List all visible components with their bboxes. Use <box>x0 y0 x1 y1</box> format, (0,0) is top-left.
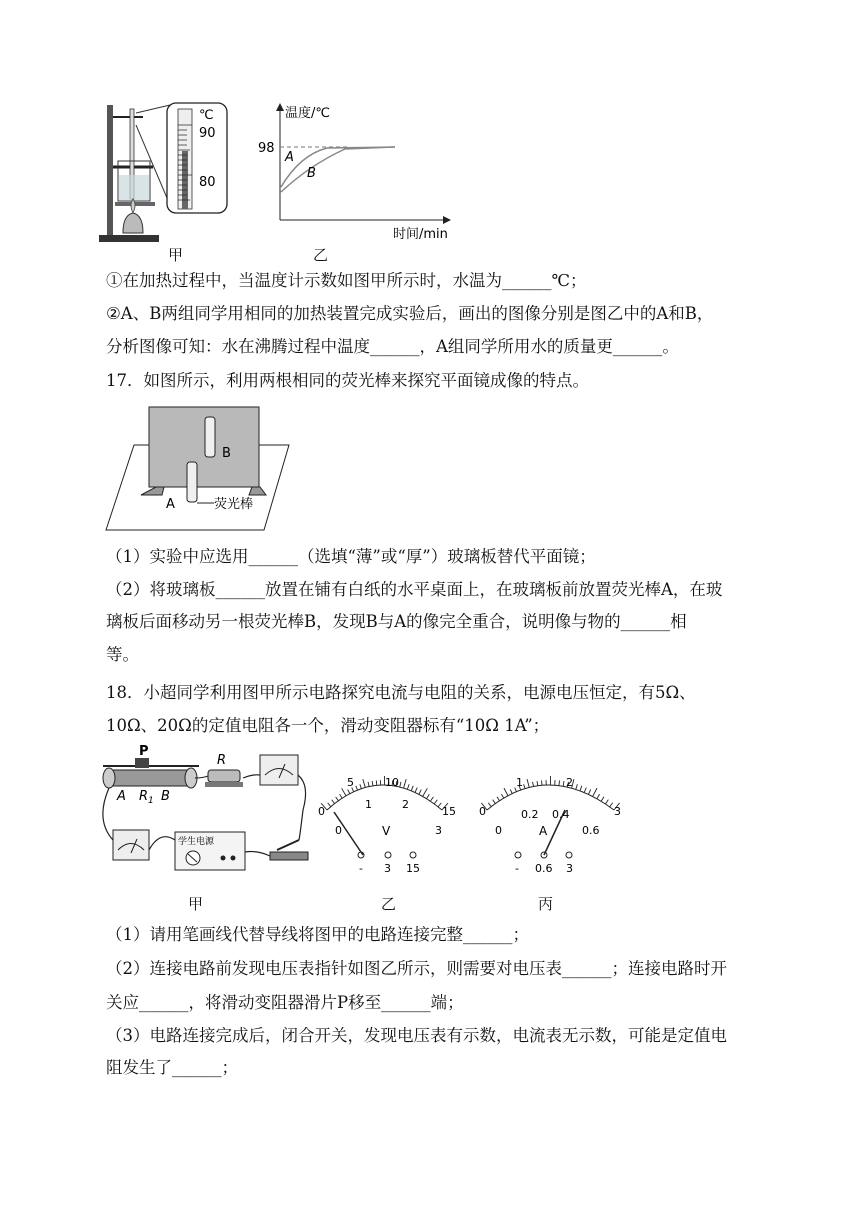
meter-tick <box>431 797 434 801</box>
q18-title1: 18．小超同学利用图甲所示电路探究电流与电阻的关系，电源电压恒定，有5Ω、 <box>106 683 696 702</box>
ammeter-ticks <box>481 776 619 810</box>
meter-tick <box>411 786 413 791</box>
v-top-5: 5 <box>347 776 354 789</box>
meter-tick <box>376 780 377 785</box>
v-zero-top: 0 <box>318 805 325 818</box>
q17-p2b: 璃板后面移动另一根荧光棒B，发现B与A的像完全重合，说明像与物的______相 <box>106 612 687 631</box>
circuit-ammeter <box>113 830 149 860</box>
q18-p3a: （3）电路连接完成后，闭合开关，发现电压表有示数，电流表无示数，可能是定值电 <box>106 1026 727 1045</box>
meter-tick <box>559 780 560 785</box>
meter-tick <box>510 789 512 794</box>
meter-tick <box>533 782 534 787</box>
meter-tick <box>336 797 339 801</box>
label-r1: $R_1$ <box>139 789 154 806</box>
a-bot-02: 0.2 <box>521 808 539 821</box>
meter-tick <box>610 803 613 807</box>
thermo-80: 80 <box>199 175 216 190</box>
meter-tick <box>593 788 597 796</box>
v-term-15: 15 <box>406 862 420 875</box>
meter-tick <box>438 803 441 807</box>
a-bot-06: 0.6 <box>582 824 600 837</box>
a-top-3: 3 <box>614 805 621 818</box>
meter-tick <box>404 779 407 788</box>
caption-bing-18: 丙 <box>538 895 554 913</box>
v-top-15: 15 <box>442 805 456 818</box>
a-top-1: 1 <box>516 776 523 789</box>
q18-p2b: 关应______，将滑动变阻器滑片P移至______端； <box>106 993 464 1012</box>
rheostat <box>103 758 199 788</box>
v-bot-3: 3 <box>435 824 442 837</box>
meter-tick <box>342 788 347 796</box>
curve-b-label: B <box>307 166 316 181</box>
q16-line3: 分析图像可知：水在沸腾过程中温度______，A组同学所用水的质量更______。 <box>106 337 679 356</box>
meter-tick <box>601 797 604 801</box>
meter-tick <box>372 781 373 786</box>
switch <box>270 852 308 860</box>
meter-tick <box>340 794 343 798</box>
thermo-unit: ℃ <box>199 108 214 123</box>
label-r: R <box>217 753 227 768</box>
meter-tick <box>488 803 491 807</box>
label-b: B <box>222 446 231 461</box>
q17-p2a: （2）将玻璃板______放置在铺有白纸的水平桌面上，在玻璃板前放置荧光棒A，在玻 <box>106 580 723 599</box>
graph-ylabel: 温度/℃ <box>285 106 330 121</box>
label-b-terminal: B <box>161 789 170 804</box>
meter-tick <box>597 794 600 798</box>
meter-tick <box>328 803 331 807</box>
q18-p1: （1）请用笔画线代替导线将图甲的电路连接完整______； <box>106 925 529 944</box>
q17-p2c: 等。 <box>106 645 139 664</box>
v-label: V <box>382 824 391 838</box>
curve-a-label: A <box>285 150 294 165</box>
caption-jia-18: 甲 <box>188 895 204 913</box>
meter-tick <box>580 786 582 791</box>
circuit-voltmeter <box>260 755 298 785</box>
a-zero-bot: 0 <box>495 824 502 837</box>
a-term-neg: - <box>515 862 519 875</box>
a-bot-04: 0.4 <box>552 808 570 821</box>
meter-tick <box>434 800 437 804</box>
meter-tick <box>360 784 362 789</box>
figure-16 <box>95 95 475 265</box>
meter-tick <box>368 782 369 787</box>
thermometer-zoom <box>167 103 227 213</box>
meter-tick <box>589 789 591 794</box>
a-term-06: 0.6 <box>535 862 553 875</box>
meter-tick <box>563 781 564 786</box>
curve-b <box>281 147 395 192</box>
rod-a <box>187 462 197 502</box>
caption-yi-18: 乙 <box>381 895 397 913</box>
figure-17 <box>104 405 294 535</box>
a-label: A <box>539 824 548 838</box>
v-bot-0: 0 <box>335 824 342 837</box>
q18-title2: 10Ω、20Ω的定值电阻各一个，滑动变阻器标有“10Ω 1A”； <box>106 716 550 735</box>
meter-tick <box>363 779 366 788</box>
meter-tick <box>542 780 543 785</box>
meter-tick <box>408 784 410 789</box>
v-term-neg: - <box>359 862 363 875</box>
meter-tick <box>332 800 335 804</box>
a-term-3: 3 <box>566 862 573 875</box>
graph-xlabel: 时间/min <box>393 227 448 242</box>
label-a: A <box>166 497 175 512</box>
v-bot-1: 1 <box>365 798 372 811</box>
q17-title: 17．如图所示，利用两根相同的荧光棒来探究平面镜成像的特点。 <box>106 371 589 390</box>
label-a-terminal: A <box>117 789 126 804</box>
voltmeter-dial <box>327 785 442 858</box>
meter-tick <box>493 800 496 804</box>
ammeter-dial <box>487 785 614 810</box>
meter-tick <box>501 794 504 798</box>
meter-tick <box>348 790 350 794</box>
meter-tick <box>584 788 586 793</box>
power-supply-label: 学生电源 <box>178 837 215 847</box>
glass-plate <box>149 407 259 487</box>
v-top-10: 10 <box>385 776 399 789</box>
q16-line2: ②A、B两组同学用相同的加热装置完成实验后，画出的图像分别是图乙中的A和B， <box>106 304 714 323</box>
meter-tick <box>497 797 500 801</box>
meter-tick <box>419 790 421 794</box>
q17-p1: （1）实验中应选用______（选填“薄”或“厚”）玻璃板替代平面镜； <box>106 547 596 566</box>
figure-18 <box>95 740 635 890</box>
meter-tick <box>356 786 358 791</box>
meter-tick <box>527 779 529 788</box>
a-zero-top: 0 <box>479 805 486 818</box>
label-p: P <box>139 744 149 759</box>
q18-p2a: （2）连接电路前发现电压表指针如图乙所示，则需要对电压表______；连接电路时开 <box>106 959 727 978</box>
q16-line1: ①在加热过程中，当温度计示数如图甲所示时，水温为______℃； <box>106 271 587 290</box>
meter-tick <box>606 800 609 804</box>
meter-tick <box>427 794 430 798</box>
meter-tick <box>400 782 401 787</box>
fixed-resistor <box>208 770 240 782</box>
temperature-graph <box>276 103 451 224</box>
caption-yi-16: 乙 <box>313 246 329 264</box>
v-bot-2: 2 <box>402 798 409 811</box>
caption-jia-16: 甲 <box>168 246 184 264</box>
meter-tick <box>504 788 508 796</box>
label-rod: 荧光棒 <box>214 497 254 512</box>
graph-98: 98 <box>258 141 275 156</box>
rod-b <box>205 417 215 457</box>
meter-tick <box>415 788 417 793</box>
meter-tick <box>537 781 538 786</box>
meter-tick <box>576 784 578 789</box>
q18-p3b: 阻发生了______； <box>106 1058 238 1077</box>
meter-tick <box>423 788 428 796</box>
a-top-2: 2 <box>566 776 573 789</box>
v-term-3: 3 <box>384 862 391 875</box>
thermo-90: 90 <box>199 126 216 141</box>
